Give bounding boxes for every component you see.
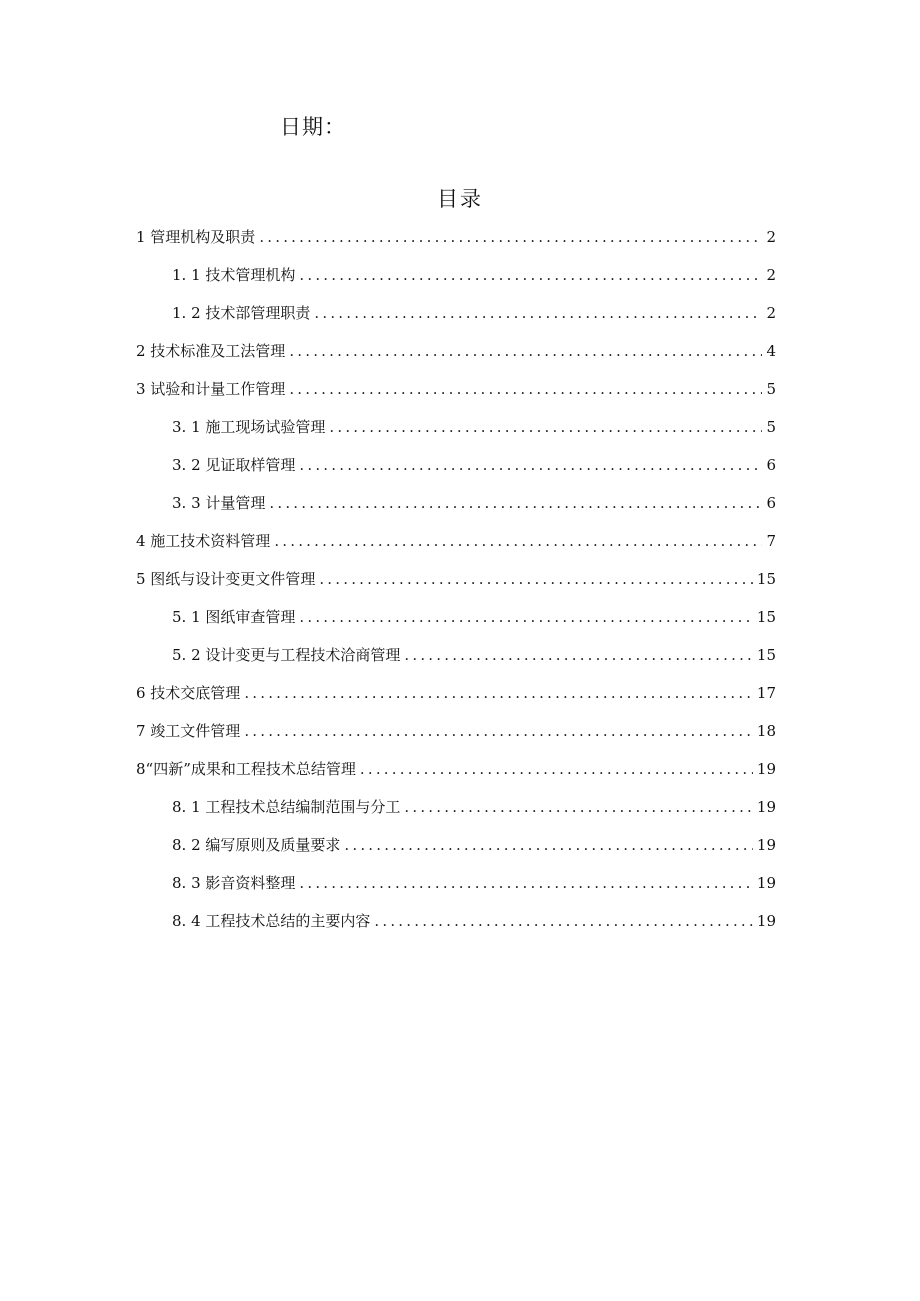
toc-leader: [274, 532, 762, 550]
toc-leader: [244, 684, 753, 702]
toc-entry[interactable]: [136, 758, 776, 796]
toc-leader: [404, 798, 753, 816]
toc-entry-page: 5: [766, 380, 776, 398]
toc-entry-text: 7 竣工文件管理: [136, 722, 241, 740]
toc-entry-text: 1. 2 技术部管理职责: [172, 304, 311, 322]
toc-entry-page: 17: [756, 684, 776, 702]
toc-entry-page: 7: [766, 532, 776, 550]
toc-entry-text: 5. 2 设计变更与工程技术洽商管理: [172, 646, 401, 664]
toc-entry-page: 19: [756, 760, 776, 778]
toc-leader: [344, 836, 753, 854]
toc-entry-text: 3. 2 见证取样管理: [172, 456, 296, 474]
toc-leader: [374, 912, 753, 930]
toc-entry[interactable]: [136, 568, 776, 606]
toc-entry-page: 6: [766, 494, 776, 512]
toc-leader: [319, 570, 753, 588]
toc-leader: [404, 646, 753, 664]
toc-entry-page: 2: [766, 266, 776, 284]
toc-entry[interactable]: [136, 872, 776, 910]
toc-leader: [289, 342, 762, 360]
date-label: 日期：: [280, 115, 346, 139]
toc-leader: [299, 266, 762, 284]
toc-leader: [244, 722, 753, 740]
toc-entry[interactable]: [136, 378, 776, 416]
toc-entry-text: 8. 1 工程技术总结编制范围与分工: [172, 798, 401, 816]
toc-leader: [259, 228, 762, 246]
toc-entry[interactable]: [136, 454, 776, 492]
toc-entry-page: 19: [756, 874, 776, 892]
toc-entry-page: 2: [766, 304, 776, 322]
toc-leader: [299, 608, 753, 626]
toc-leader: [314, 304, 762, 322]
toc-entry[interactable]: [136, 644, 776, 682]
toc-leader: [329, 418, 762, 436]
toc-entry[interactable]: [136, 834, 776, 872]
toc-entry[interactable]: [136, 606, 776, 644]
toc-entry[interactable]: [136, 530, 776, 568]
toc-entry[interactable]: [136, 264, 776, 302]
toc-leader: [299, 874, 753, 892]
toc-entry-page: 5: [766, 418, 776, 436]
toc-entry-text: 8“四新”成果和工程技术总结管理: [136, 760, 356, 778]
toc-entry[interactable]: [136, 492, 776, 530]
toc-entry[interactable]: [136, 910, 776, 948]
toc-entry-text: 3 试验和计量工作管理: [136, 380, 286, 398]
toc-entry-page: 19: [756, 836, 776, 854]
toc-entry-text: 8. 3 影音资料整理: [172, 874, 296, 892]
toc-entry[interactable]: [136, 340, 776, 378]
toc-entry-text: 1 管理机构及职责: [136, 228, 256, 246]
toc-leader: [289, 380, 762, 398]
toc-entry-text: 8. 4 工程技术总结的主要内容: [172, 912, 371, 930]
toc-entry-page: 2: [766, 228, 776, 246]
toc-entry-text: 3. 3 计量管理: [172, 494, 266, 512]
toc-entry-page: 15: [756, 646, 776, 664]
toc-entry-page: 19: [756, 798, 776, 816]
toc-leader: [269, 494, 762, 512]
toc-entry[interactable]: [136, 720, 776, 758]
toc-entry-page: 19: [756, 912, 776, 930]
toc-entry-page: 18: [756, 722, 776, 740]
toc-entry-text: 1. 1 技术管理机构: [172, 266, 296, 284]
toc-entry-text: 2 技术标准及工法管理: [136, 342, 286, 360]
toc-entry-text: 3. 1 施工现场试验管理: [172, 418, 326, 436]
toc-entry-text: 4 施工技术资料管理: [136, 532, 271, 550]
toc-entry-page: 4: [766, 342, 776, 360]
toc-title: 目录: [437, 187, 483, 211]
toc-entry[interactable]: [136, 682, 776, 720]
toc-entry-text: 8. 2 编写原则及质量要求: [172, 836, 341, 854]
toc-entry-text: 5. 1 图纸审查管理: [172, 608, 296, 626]
toc-entry[interactable]: [136, 416, 776, 454]
toc-entry-page: 15: [756, 570, 776, 588]
toc-entry-text: 5 图纸与设计变更文件管理: [136, 570, 316, 588]
toc-leader: [360, 760, 753, 778]
toc-leader: [299, 456, 762, 474]
toc-entry[interactable]: [136, 302, 776, 340]
toc-entry-page: 15: [756, 608, 776, 626]
toc-entry-text: 6 技术交底管理: [136, 684, 241, 702]
toc-entry[interactable]: [136, 796, 776, 834]
toc-entry-page: 6: [766, 456, 776, 474]
toc-entry[interactable]: [136, 226, 776, 264]
table-of-contents: [136, 226, 776, 948]
